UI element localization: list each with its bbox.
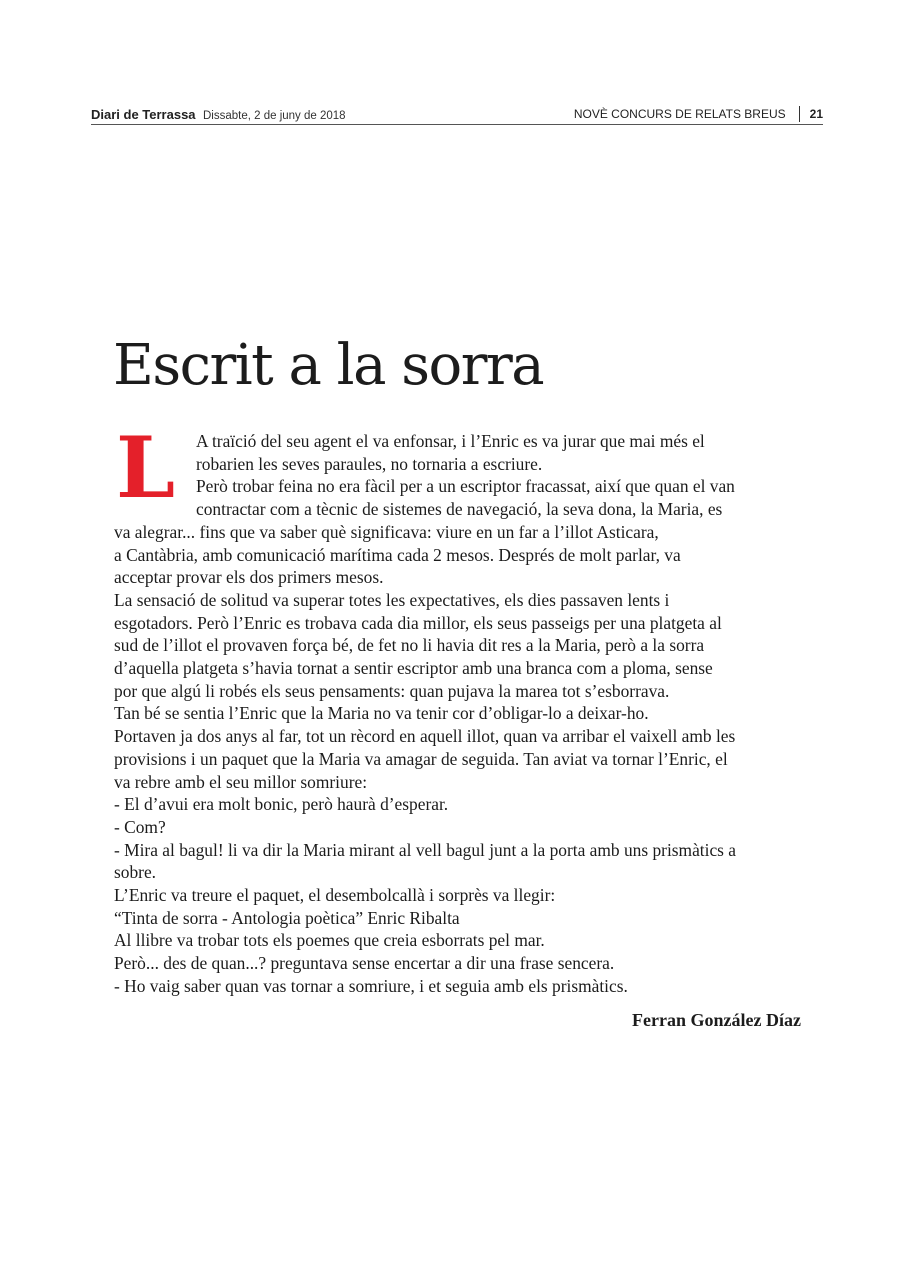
page-number: 21 (809, 107, 823, 121)
article-body (114, 418, 804, 998)
header-left (91, 106, 346, 124)
article-line: - Com? (114, 816, 166, 837)
article-line: Tan bé se sentia l’Enric que la Maria no va tenir cor d’obligar-lo a deixar-ho. (114, 703, 649, 724)
article-line: va alegrar... fins que va saber què significava: viure en un far a l’illot Asticara, (114, 521, 659, 542)
article-line: “Tinta de sorra - Antologia poètica” Enric Ribalta (114, 907, 460, 928)
header-divider (799, 106, 800, 122)
drop-cap-letter: L (116, 418, 176, 517)
article-line: esgotadors. Però l’Enric es trobava cada dia millor, els seus passeigs per una platgeta al (114, 612, 722, 633)
drop-cap (114, 418, 196, 517)
issue-date: Dissabte, 2 de juny de 2018 (203, 110, 346, 122)
article-line: Però... des de quan...? preguntava sense encertar a dir una frase sencera. (114, 953, 615, 974)
article-line: a Cantàbria, amb comunicació marítima cada 2 mesos. Després de molt parlar, va (114, 544, 681, 565)
article-line: Però trobar feina no era fàcil per a un escriptor fracassat, així que quan el van (196, 476, 735, 497)
publication-name: Diari de Terrassa (91, 107, 196, 122)
page-header (91, 104, 823, 125)
article-line: d’aquella platgeta s’havia tornat a sentir escriptor amb una branca com a ploma, sense (114, 658, 713, 679)
article-line: Al llibre va trobar tots els poemes que creia esborrats pel mar. (114, 930, 545, 951)
article-line: L’Enric va treure el paquet, el desembolcallà i sorprès va llegir: (114, 885, 556, 906)
article-line: robarien les seves paraules, no tornaria a escriure. (196, 453, 543, 474)
article-line: A traïció del seu agent el va enfonsar, i l’Enric es va jurar que mai més el (196, 431, 705, 451)
article-line: La sensació de solitud va superar totes les expectatives, els dies passaven lents i (114, 589, 670, 610)
article-line: - Mira al bagul! li va dir la Maria mirant al vell bagul junt a la porta amb uns prismàtics a (114, 839, 737, 860)
author-byline: Ferran González Díaz (632, 1010, 801, 1030)
article-line: va rebre amb el seu millor somriure: (114, 771, 368, 792)
article-line: - El d’avui era molt bonic, però haurà d’esperar. (114, 794, 449, 815)
article-line: - Ho vaig saber quan vas tornar a somriure, i et seguia amb els prismàtics. (114, 975, 628, 996)
article-line: provisions i un paquet que la Maria va amagar de seguida. Tan aviat va tornar l’Enric, el (114, 748, 728, 769)
article-line: contractar com a tècnic de sistemes de navegació, la seva dona, la Maria, es (196, 499, 723, 520)
article-line: acceptar provar els dos primers mesos. (114, 567, 384, 588)
article-line: sobre. (114, 862, 157, 883)
article-line: por que algú li robés els seus pensaments: quan pujava la marea tot s’esborrava. (114, 680, 670, 701)
section-name: NOVÈ CONCURS DE RELATS BREUS (573, 107, 786, 121)
header-right (574, 106, 823, 122)
article-title: Escrit a la sorra (113, 333, 544, 398)
article-line: sud de l’illot el provaven força bé, de fet no li havia dit res a la Maria, però a la sorra (114, 635, 705, 656)
article-line: Portaven ja dos anys al far, tot un rècord en aquell illot, quan va arribar el vaixell amb les (114, 726, 736, 747)
